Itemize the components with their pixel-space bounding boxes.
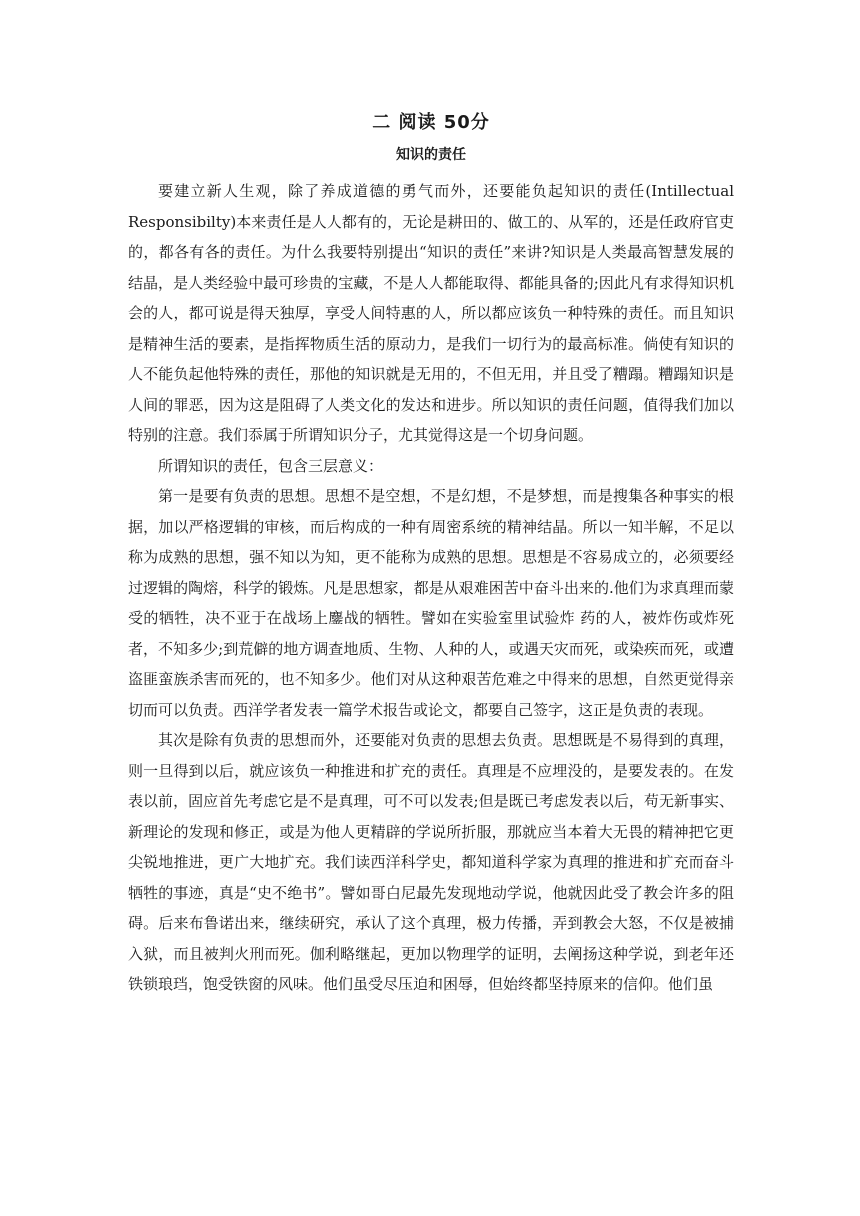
section-heading: 二 阅读 50分 xyxy=(372,112,490,133)
paragraph-intro: 要建立新人生观，除了养成道德的勇气而外，还要能负起知识的责任(Intillectual Responsibilty)本来责任是人人都有的，无论是耕田的、做工的、从军的，还是任政府官吏的，都各有各的责任。为什么我要特别提出“知识的责任”来讲?知识是人类最高智慧发展的结晶，是人类经验中最可珍贵的宝藏，不是人人都能取得、都能具备的;因此凡有求得知识机会的人，都可说是得天独厚，享受人间特惠的人，所以都应该负一种特殊的责任。而且知识是精神生活的要素，是指挥物质生活的原动力，是我们一切行为的最高标准。倘使有知识的人不能负起他特殊的责任，那他的知识就是无用的，不但无用，并且受了糟蹋。糟蹋知识是人间的罪恶，因为这是阻碍了人类文化的发达和进步。所以知识的责任问题，值得我们加以特别的注意。我们忝属于所谓知识分子，尤其觉得这是一个切身问题。 xyxy=(128,182,734,444)
paragraph-second-meaning: 其次是除有负责的思想而外，还要能对负责的思想去负责。思想既是不易得到的真理，则一旦得到以后，就应该负一种推进和扩充的责任。真理是不应埋没的，是要发表的。在发表以前，固应首先考虑它是不是真理，可不可以发表;但是既已考虑发表以后，苟无新事实、新理论的发现和修正，或是为他人更精辟的学说所折服，那就应当本着大无畏的精神把它更尖锐地推进，更广大地扩充。我们读西洋科学史，都知道科学家为真理的推进和扩充而奋斗牺牲的事迹，真是“史不绝书”。譬如哥白尼最先发现地动学说，他就因此受了教会许多的阻碍。后来布鲁诺出来，继续研究，承认了这个真理，极力传播，弄到教会大怒，不仅是被捕入狱，而且被判火刑而死。伽利略继起，更加以物理学的证明，去阐扬这种学说，到老年还铁锁琅珰，饱受铁窗的风味。他们虽受尽压迫和困辱，但始终都坚持原来的信仰。他们虽 xyxy=(128,731,734,993)
paragraph-first-meaning: 第一是要有负责的思想。思想不是空想，不是幻想，不是梦想，而是搜集各种事实的根据，加以严格逻辑的审核，而后构成的一种有周密系统的精神结晶。所以一知半解，不足以称为成熟的思想，强不知以为知，更不能称为成熟的思想。思想是不容易成立的，必须要经过逻辑的陶熔，科学的锻炼。凡是思想家，都是从艰难困苦中奋斗出来的.他们为求真理而蒙受的牺牲，决不亚于在战场上鏖战的牺牲。譬如在实验室里试验炸 药的人，被炸伤或炸死者，不知多少;到荒僻的地方调查地质、生物、人种的人，或遇天灾而死，或染疾而死，或遭盗匪蛮族杀害而死的，也不知多少。他们对从这种艰苦危难之中得来的思想，自然更觉得亲切而可以负责。西洋学者发表一篇学术报告或论文，都要自己签字，这正是负责的表现。 xyxy=(128,487,734,719)
article-title: 知识的责任 xyxy=(396,147,466,163)
document-page xyxy=(128,110,734,1000)
paragraph-three-meanings: 所谓知识的责任，包含三层意义： xyxy=(158,456,384,475)
